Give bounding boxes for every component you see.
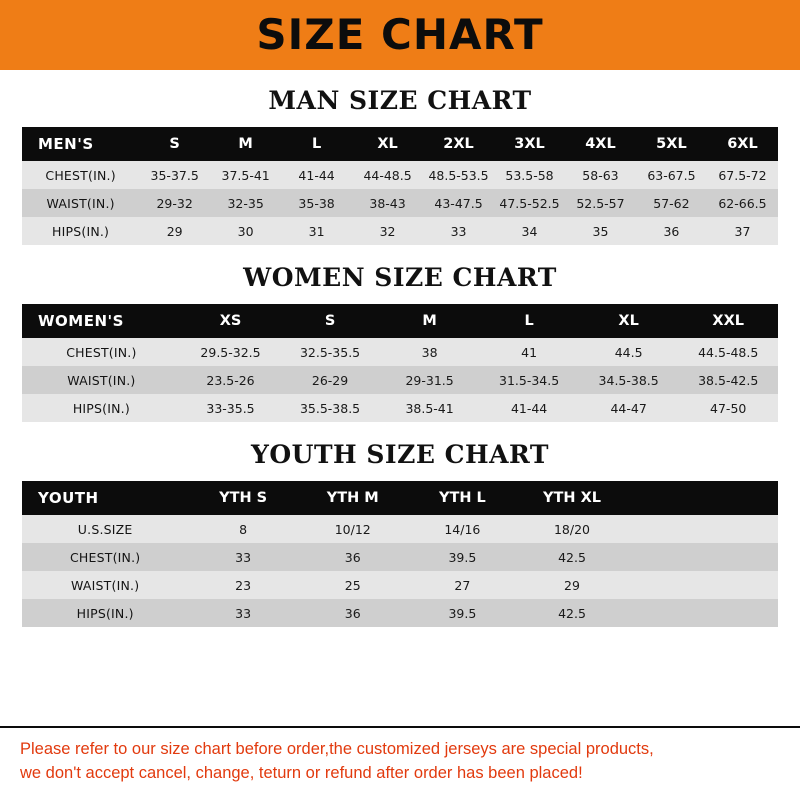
- table-row: [22, 161, 778, 189]
- cell: 42.5: [558, 549, 586, 565]
- column-header-l: L: [311, 136, 322, 152]
- table-row: [22, 217, 778, 245]
- column-header-womens: WOMEN'S: [38, 312, 124, 330]
- cell: 42.5: [558, 605, 586, 621]
- cell: 41-44: [298, 167, 335, 183]
- section-title-women: WOMEN SIZE CHART: [243, 263, 557, 292]
- cell: 35.5-38.5: [299, 400, 361, 416]
- footer-line-2: we don't accept cancel, change, teturn or refund after order has been placed!: [20, 764, 583, 783]
- cell: 36: [344, 549, 361, 565]
- table-row: [22, 599, 778, 627]
- cell: 34.5-38.5: [598, 372, 659, 388]
- cell: [627, 515, 778, 543]
- cell: 52.5-57: [576, 195, 625, 211]
- section-youth: [0, 422, 800, 627]
- cell: 35-38: [298, 195, 335, 211]
- table-row: [22, 189, 778, 217]
- cell: 31.5-34.5: [499, 372, 560, 388]
- column-header-empty: [627, 481, 778, 515]
- cell: 37: [734, 223, 751, 239]
- column-header-5xl: 5XL: [656, 136, 687, 152]
- cell: 58-63: [582, 167, 619, 183]
- column-header-3xl: 3XL: [514, 136, 545, 152]
- cell: 29-31.5: [405, 372, 454, 388]
- cell: 36: [344, 605, 361, 621]
- cell: 38.5-41: [405, 400, 454, 416]
- cell: 38-43: [369, 195, 406, 211]
- row-label: WAIST(IN.): [46, 195, 115, 211]
- table-row: [22, 571, 778, 599]
- cell: 27: [454, 577, 471, 593]
- column-header-4xl: 4XL: [585, 136, 616, 152]
- cell: 53.5-58: [505, 167, 554, 183]
- column-header-6xl: 6XL: [727, 136, 758, 152]
- column-header-yth-l: YTH L: [438, 490, 486, 506]
- cell: 32: [379, 223, 396, 239]
- cell: 8: [239, 521, 248, 537]
- column-header-yth-m: YTH M: [326, 490, 379, 506]
- cell: 33: [235, 549, 252, 565]
- cell: 31: [308, 223, 325, 239]
- cell: 44.5-48.5: [698, 344, 759, 360]
- section-man: [0, 70, 800, 245]
- cell: 29-32: [156, 195, 193, 211]
- row-label: CHEST(IN.): [45, 167, 116, 183]
- column-header-mens: MEN'S: [38, 135, 94, 153]
- cell: 47.5-52.5: [499, 195, 560, 211]
- cell: 29.5-32.5: [200, 344, 261, 360]
- column-header-m: M: [238, 136, 253, 152]
- cell: 35-37.5: [150, 167, 199, 183]
- column-header-xxl: XXL: [712, 313, 744, 329]
- cell: 32-35: [227, 195, 264, 211]
- cell: 30: [237, 223, 254, 239]
- cell: 47-50: [710, 400, 747, 416]
- cell: 44-48.5: [363, 167, 412, 183]
- column-header-xl: XL: [377, 136, 398, 152]
- row-label: HIPS(IN.): [72, 400, 130, 416]
- table-header-row: [22, 304, 778, 338]
- table-row: [22, 394, 778, 422]
- row-label: WAIST(IN.): [67, 372, 136, 388]
- row-label: CHEST(IN.): [69, 549, 141, 565]
- cell: 26-29: [311, 372, 349, 388]
- cell: 38.5-42.5: [698, 372, 759, 388]
- row-label: CHEST(IN.): [66, 344, 137, 360]
- cell: 38: [421, 344, 438, 360]
- section-women: [0, 245, 800, 422]
- section-title-man: MAN SIZE CHART: [268, 86, 532, 115]
- cell: [627, 571, 778, 599]
- table-row: [22, 366, 778, 394]
- cell: 67.5-72: [718, 167, 767, 183]
- cell: 43-47.5: [434, 195, 483, 211]
- column-header-s: S: [169, 136, 180, 152]
- cell: [627, 543, 778, 571]
- cell: 33: [450, 223, 467, 239]
- table-row: [22, 515, 778, 543]
- cell: 39.5: [448, 605, 477, 621]
- cell: 48.5-53.5: [428, 167, 489, 183]
- cell: 32.5-35.5: [299, 344, 361, 360]
- cell: 29: [166, 223, 183, 239]
- cell: 41-44: [510, 400, 548, 416]
- cell: 33-35.5: [206, 400, 255, 416]
- cell: 44-47: [610, 400, 647, 416]
- column-header-l: L: [524, 313, 534, 329]
- cell: 25: [344, 577, 361, 593]
- cell: 23: [235, 577, 252, 593]
- footer-line-1: Please refer to our size chart before order,the customized jerseys are special products,: [20, 740, 654, 759]
- column-header-youth: YOUTH: [38, 489, 99, 507]
- column-header-yth-s: YTH S: [219, 490, 268, 506]
- row-label: HIPS(IN.): [76, 605, 134, 621]
- column-header-xs: XS: [219, 313, 242, 329]
- page-title: SIZE CHART: [256, 10, 544, 59]
- cell: 39.5: [448, 549, 477, 565]
- row-label: U.S.SIZE: [77, 521, 133, 537]
- cell: 63-67.5: [647, 167, 696, 183]
- women-size-table: [22, 304, 778, 422]
- cell: 35: [592, 223, 609, 239]
- cell: 18/20: [553, 521, 591, 537]
- cell: [627, 599, 778, 627]
- table-header-row: [22, 127, 778, 161]
- section-title-youth: YOUTH SIZE CHART: [251, 440, 549, 469]
- men-size-table: [22, 127, 778, 245]
- cell: 41: [521, 344, 538, 360]
- page-banner: [0, 0, 800, 70]
- cell: 23.5-26: [206, 372, 255, 388]
- column-header-xl: XL: [618, 313, 639, 329]
- cell: 36: [663, 223, 680, 239]
- cell: 10/12: [334, 521, 371, 537]
- cell: 14/16: [444, 521, 481, 537]
- column-header-2xl: 2XL: [443, 136, 474, 152]
- row-label: HIPS(IN.): [52, 223, 110, 239]
- cell: 57-62: [653, 195, 690, 211]
- column-header-m: M: [422, 313, 437, 329]
- cell: 37.5-41: [221, 167, 270, 183]
- cell: 62-66.5: [718, 195, 767, 211]
- row-label: WAIST(IN.): [71, 577, 140, 593]
- table-header-row: [22, 481, 778, 515]
- cell: 44.5: [614, 344, 643, 360]
- youth-size-table: [22, 481, 778, 627]
- table-row: [22, 543, 778, 571]
- footer-note: [0, 726, 800, 800]
- cell: 33: [235, 605, 252, 621]
- table-row: [22, 338, 778, 366]
- cell: 29: [564, 577, 580, 593]
- column-header-s: S: [324, 313, 336, 329]
- cell: 34: [521, 223, 538, 239]
- column-header-yth-xl: YTH XL: [543, 490, 601, 506]
